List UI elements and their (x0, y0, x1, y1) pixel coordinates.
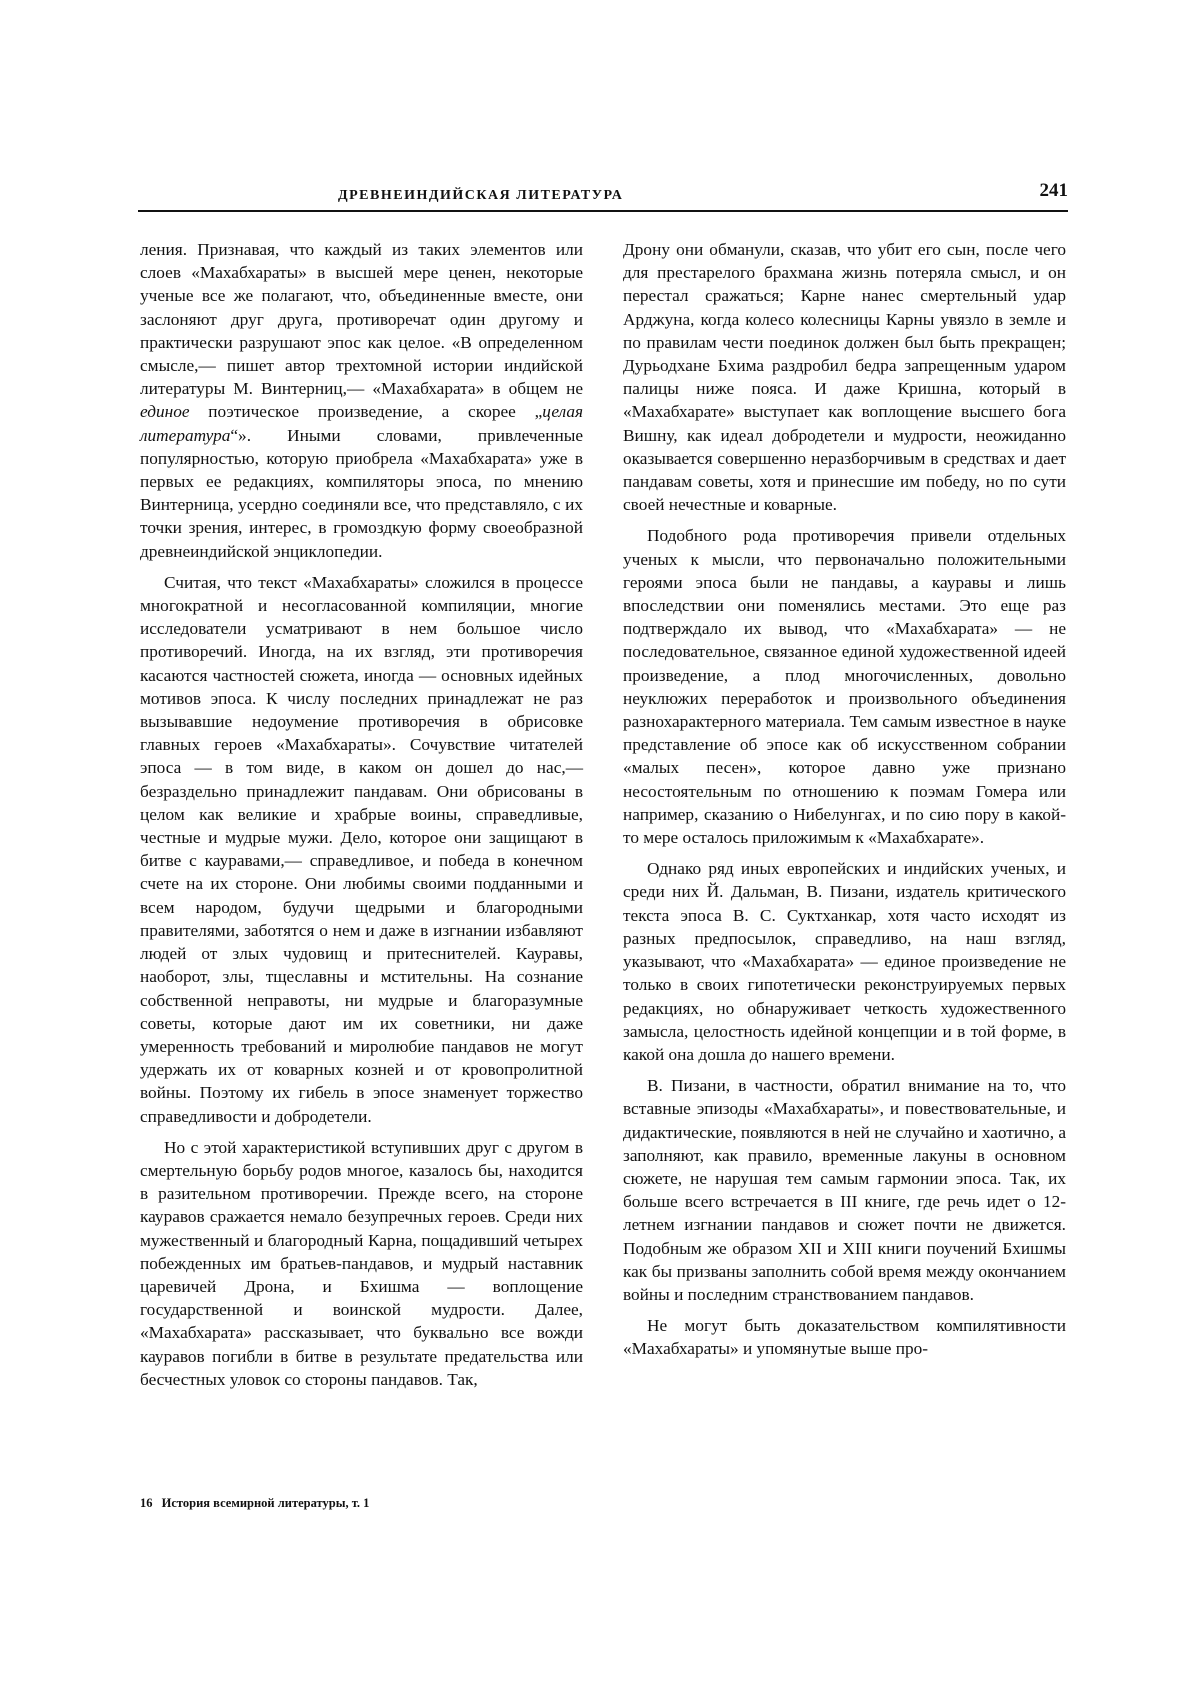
emphasis: единое (140, 402, 190, 422)
paragraph: Подобного рода противоречия привели отдельных ученых к мысли, что первоначально положительными героями эпоса были не пандавы, а кауравы и лишь впоследствии они поменялись местами. Это еще раз подтверждало их вывод, что «Махабхарата» — не последовательное, связанное единой художественной идеей произведение, а плод многочисленных, довольно неуклюжих переработок и произвольного объединения разнохарактерного материала. Тем самым известное в науке представление об эпосе как об искусственном собрании «малых песен», которое давно уже признано несостоятельным по отношению к поэмам Гомера или например, сказанию о Нибелунгах, и по сию пору в какой-то мере осталось приложимым к «Махабхарате». (623, 526, 1066, 848)
page-number: 241 (1039, 180, 1068, 201)
paragraph: Дрону они обманули, сказав, что убит его сын, после чего для престарелого брахмана жизнь потеряла смысл, и он перестал сражаться; Карне нанес смертельный удар Арджуна, когда колесо колесницы Карны увязло в земле и по правилам чести поединок должен был быть прекращен; Дурьодхане Бхима раздробил бедра запрещенным ударом палицы ниже пояса. И даже Кришна, который в «Махабхарате» выступает как воплощение высшего бога Вишну, как идеал добродетели и мудрости, неожиданно оказывается совершенно неразборчивым в средствах и дает пандавам советы, хотя и принесшие им победу, но по сути своей нечестные и коварные. (623, 240, 1066, 515)
paragraph: ления. Признавая, что каждый из таких элементов или слоев «Махабхараты» в высшей мере ценен, некоторые ученые все же полагают, что, объединенные вместе, они заслоняют друг друга, противоречат один другому и практически разрушают эпос как целое. «В определенном смысле,— пишет автор трехтомной истории индийской литературы М. Винтерниц,— «Махабхарата» в общем не единое поэтическое произведение, а скорее „целая литература“». Иными словами, привлеченные популярностью, которую приобрела «Махабхарата» уже в первых ее редакциях, компиляторы эпоса, по мнению Винтерница, усердно соединяли все, что представляло, с их точки зрения, интерес, в громоздкую форму своеобразной древнеиндийской энциклопедии. (140, 240, 583, 561)
paragraph: Не могут быть доказательством компилятивности «Махабхараты» и упомянутые выше про- (623, 1316, 1066, 1359)
paragraph: Однако ряд иных европейских и индийских ученых, и среди них Й. Дальман, В. Пизани, издатель критического текста эпоса В. С. Суктханкар, хотя часто исходят из разных предпосылок, справедливо, на наш взгляд, указывают, что «Махабхарата» — единое произведение не только в своих гипотетически реконструируемых первых редакциях, но обнаруживает четкость художественного замысла, целостность идейной концепции и в той форме, в какой она дошла до нашего времени. (623, 859, 1066, 1064)
emphasis: целая литература (140, 402, 583, 445)
left-column (140, 238, 583, 1391)
signature-number: 16 (140, 1496, 153, 1510)
running-title: ДРЕВНЕИНДИЙСКАЯ ЛИТЕРАТУРА (338, 188, 624, 203)
paragraph: В. Пизани, в частности, обратил внимание на то, что вставные эпизоды «Махабхараты», и повествовательные, и дидактические, появляются в ней не случайно и хаотично, а заполняют, как правило, временные лакуны в основном сюжете, не нарушая тем самым гармонии эпоса. Так, их больше всего встречается в III книге, где речь идет о 12-летнем изгнании пандавов и сюжет почти не движется. Подобным же образом XII и XIII книги поучений Бхишмы как бы призваны заполнить собой время между окончанием войны и последним странствованием пандавов. (623, 1076, 1067, 1304)
paragraph: Но с этой характеристикой вступивших друг с другом в смертельную борьбу родов многое, казалось бы, находится в разительном противоречии. Прежде всего, на стороне кауравов сражается немало безупречных героев. Среди них мужественный и благородный Карна, пощадивший четырех побежденных им братьев-пандавов, и мудрый наставник царевичей Дрона, и Бхишма — воплощение государственной и воинской мудрости. Далее, «Махабхарата» рассказывает, что буквально все вожди кауравов погибли в битве в результате предательства или бесчестных уловок со стороны пандавов. Так, (140, 1137, 583, 1389)
running-header (138, 180, 1068, 212)
footer-signature-line (140, 1496, 369, 1511)
right-column (623, 238, 1066, 1361)
footer-text: История всемирной литературы, т. 1 (161, 1496, 370, 1510)
paragraph: Считая, что текст «Махабхараты» сложился в процессе многократной и несогласованной компиляции, многие исследователи усматривают в нем большое число противоречий. Иногда, на их взгляд, эти противоречия касаются частностей сюжета, иногда — основных идейных мотивов эпоса. К числу последних принадлежат не раз вызывавшие недоумение противоречия в обрисовке главных героев «Махабхараты». Сочувствие читателей эпоса — в том виде, в каком он дошел до нас,— безраздельно принадлежит пандавам. Они обрисованы в целом как великие и храбрые воины, справедливые, честные и мудрые мужи. Дело, которое они защищают в битве с кауравами,— справедливое, и победа в конечном счете на их стороне. Они любимы своими подданными и всем народом, будучи щедрыми и благородными правителями, заботятся о нем и даже в изгнании избавляют людей от злых чудовищ и притеснителей. Кауравы, наоборот, злы, тщеславны и мстительны. На сознание собственной неправоты, ни мудрые и благоразумные советы, которые дают им их советники, ни даже умеренность требований и миролюбие пандавов не могут удержать их от коварных козней и от кровопролитной войны. Поэтому их гибель в эпосе знаменует торжество справедливости и добродетели. (140, 572, 583, 1126)
